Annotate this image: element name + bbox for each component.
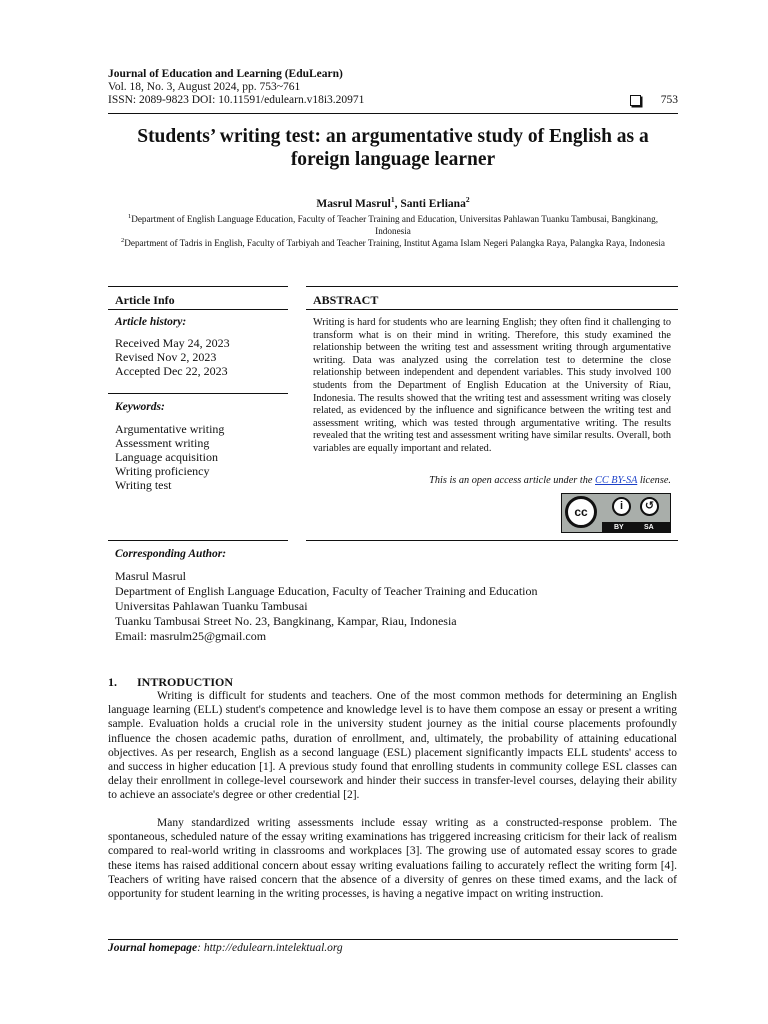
keywords-list <box>115 422 224 492</box>
affiliation-2 <box>118 235 668 250</box>
cc-icon: cc <box>565 496 597 528</box>
corresponding-name: Masrul Masrul <box>115 569 186 583</box>
affiliation-1 <box>118 211 668 237</box>
keywords-label: Keywords: <box>115 401 165 413</box>
journal-homepage <box>108 942 343 954</box>
footer-rule <box>108 939 678 940</box>
paper-title: Students’ writing test: an argumentative study of English as a foreign language learner <box>137 126 649 170</box>
history-accepted: Accepted Dec 22, 2023 <box>115 364 228 378</box>
corresponding-block <box>115 569 538 644</box>
author-line <box>108 195 678 210</box>
history-revised: Revised Nov 2, 2023 <box>115 350 217 364</box>
license-link[interactable]: CC BY-SA <box>595 475 638 486</box>
affiliation-text: Department of English Language Education, Faculty of Teacher Training and Education, Universitas Pahlawan Tuanku Tambusai, Bangkinang, Indonesia <box>131 214 659 236</box>
footer-url[interactable]: http://edulearn.intelektual.org <box>203 942 343 954</box>
keyword-item: Writing test <box>115 478 172 492</box>
article-info-heading: Article Info <box>115 293 175 307</box>
affiliation-mark: 2 <box>120 237 125 244</box>
abstract-bottom-rule <box>306 540 678 541</box>
keywords-rule <box>108 393 288 394</box>
open-access-prefix: This is an open access article under the <box>429 475 595 486</box>
corresponding-email: Email: masrulm25@gmail.com <box>115 629 267 643</box>
footer-label: Journal homepage <box>108 942 198 954</box>
license-bar <box>602 522 670 532</box>
keyword-item: Language acquisition <box>115 450 218 464</box>
author-affiliation-mark: 2 <box>465 195 470 204</box>
footer-sep: : <box>197 942 204 954</box>
page-number: 753 <box>660 94 678 106</box>
info-top-rule <box>108 286 288 287</box>
open-access-suffix: license. <box>637 475 671 486</box>
journal-name: Journal of Education and Learning (EduLearn) <box>108 68 343 80</box>
section-number: 1. <box>108 675 117 689</box>
paragraph-text: Writing is difficult for students and teachers. One of the most common methods for determining an English language learning (ELL) student's competence and knowledge level is to have them compose an essay or present a writing sample. Evaluation holds a crucial role in the university student journey as the initial course placements profoundly influence the chosen academic paths, duration of enrollment, and, ultimately, the probability of attaining educational objectives. As per research, English as a second language (ESL) placement significantly impacts ELL students' access to and success in higher education [1]. A previous study found that enrolling students in community college ESL classes can delay their enrollment in college-level coursework and hinder their success in transfer-level courses, delaying their ability to achieve an associate's degree or other credential [2]. <box>108 690 677 802</box>
info-sub-rule <box>108 309 288 310</box>
history-received: Received May 24, 2023 <box>115 336 230 350</box>
open-access-note <box>313 475 671 486</box>
journal-header <box>108 68 678 107</box>
history-list <box>115 336 230 378</box>
info-bottom-rule <box>108 540 288 541</box>
square-icon <box>630 95 641 106</box>
keyword-item: Argumentative writing <box>115 422 225 436</box>
affiliation-mark: 1 <box>127 213 132 220</box>
abstract-sub-rule <box>306 309 678 310</box>
history-label: Article history: <box>115 316 187 328</box>
corresponding-university: Universitas Pahlawan Tuanku Tambusai <box>115 599 308 613</box>
author-name: Santi Erliana <box>400 197 466 210</box>
volume-line: Vol. 18, No. 3, August 2024, pp. 753~761 <box>108 81 301 93</box>
by-label: BY <box>614 524 624 531</box>
abstract-heading: ABSTRACT <box>313 293 379 307</box>
affiliation-text: Department of Tadris in English, Faculty of Tarbiyah and Teacher Training, Institut Agama Islam Negeri Palangka Raya, Palangka Raya, Indonesia <box>124 238 666 249</box>
corresponding-department: Department of English Language Education, Faculty of Teacher Training and Education <box>115 584 538 598</box>
share-alike-icon: ↺ <box>640 497 659 516</box>
paragraph-text: Many standardized writing assessments include essay writing as a constructed-response problem. The spontaneous, scheduled nature of the essay writing examinations has triggered increasing criticism for their lack of realism compared to real-world writing in classrooms and workplaces [3]. The growing use of automated essay scores to grade these items has raised additional concern about essay writing evaluations failing to accurately reflect the writing form [4]. Teachers of writing have raised concern that the absence of a diversity of genres on these timed exams, and the lack of opportunity for student learning in the writing processes, is having a negative impact on writing instruction. <box>108 817 677 901</box>
keyword-item: Assessment writing <box>115 436 210 450</box>
corresponding-label: Corresponding Author: <box>115 548 227 560</box>
by-person-icon: i <box>612 497 631 516</box>
paragraph <box>108 816 677 901</box>
abstract-top-rule <box>306 286 678 287</box>
keyword-item: Writing proficiency <box>115 464 210 478</box>
corresponding-address: Tuanku Tambusai Street No. 23, Bangkinang, Kampar, Riau, Indonesia <box>115 614 457 628</box>
issn-line: ISSN: 2089-9823 DOI: 10.11591/edulearn.v18i3.20971 <box>108 94 365 106</box>
author-affiliation-mark: 1 <box>390 195 395 204</box>
sa-label: SA <box>644 524 654 531</box>
author-name: Masrul Masrul <box>316 197 391 210</box>
header-rule <box>108 113 678 114</box>
paragraph <box>108 689 677 803</box>
abstract-text: Writing is hard for students who are learning English; they often find it challenging to transform what is on their mind in writing. Therefore, this study examined the relationship between the writing test and assessment writing through argumentative writing. Data was analyzed using the correlation test to determine the close relationship between independent and dependent variables. This study involved 100 students from the Department of English Education at the University of Riau, Indonesia. The results showed that the writing test and assessment writing was closely related, as evidenced by the influence and significance between the writing test and assessment writing, which was tested through argumentative writing. The results revealed that the writing test and assessment writing have similar results. Overall, both variables are equally important and related. <box>313 317 671 454</box>
author-separator: , <box>394 197 401 210</box>
section-title: INTRODUCTION <box>137 675 234 689</box>
cc-by-sa-icon[interactable] <box>561 493 671 533</box>
section-heading <box>108 675 233 690</box>
